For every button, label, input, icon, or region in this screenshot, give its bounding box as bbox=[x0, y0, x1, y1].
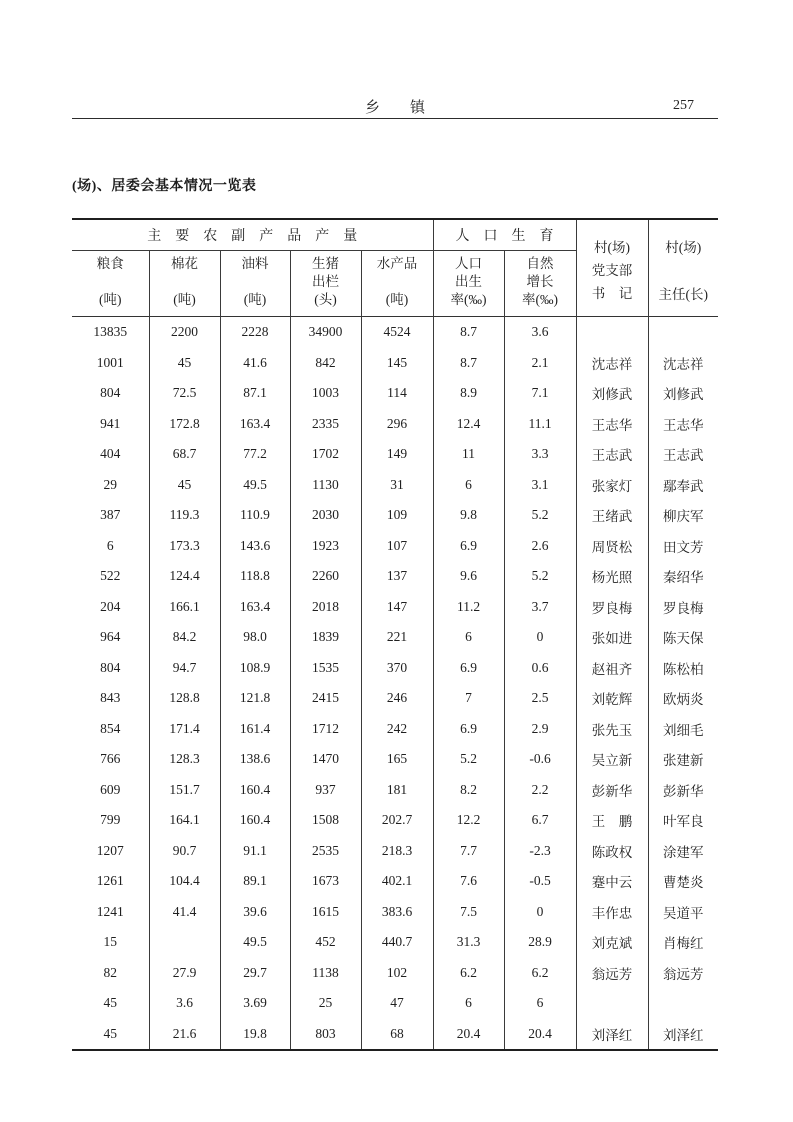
table-cell: 1673 bbox=[290, 866, 361, 897]
table-cell: 160.4 bbox=[220, 805, 290, 836]
column-header-growth-rate bbox=[504, 251, 576, 317]
table-cell: 204 bbox=[100, 598, 121, 614]
table-cell: 29.7 bbox=[220, 958, 290, 989]
table-cell: 1261 bbox=[96, 873, 124, 889]
table-cell: 6 bbox=[433, 622, 504, 653]
table-cell: 王 鹏 bbox=[576, 805, 648, 836]
table-cell: 3.7 bbox=[504, 592, 576, 623]
table-cell: 145 bbox=[361, 348, 433, 379]
table-cell: 522 bbox=[100, 568, 121, 584]
table-cell: 402.1 bbox=[361, 866, 433, 897]
table-cell: 440.7 bbox=[361, 927, 433, 958]
table-cell: 202.7 bbox=[361, 805, 433, 836]
table-cell: 6 bbox=[433, 988, 504, 1019]
table-cell: 2.6 bbox=[504, 531, 576, 562]
table-cell: 110.9 bbox=[220, 500, 290, 531]
table-cell: 90.7 bbox=[149, 836, 220, 867]
table-cell: 94.7 bbox=[149, 653, 220, 684]
table-body bbox=[72, 317, 718, 1051]
table-cell: 田文芳 bbox=[648, 531, 718, 562]
table-cell: 7.7 bbox=[433, 836, 504, 867]
table-cell: 6 bbox=[106, 537, 114, 553]
header-line: 率(‰) bbox=[450, 292, 487, 308]
table-cell: 404 bbox=[100, 446, 121, 462]
column-header-grain bbox=[72, 251, 149, 317]
table-cell: 147 bbox=[361, 592, 433, 623]
header-line: (头) bbox=[314, 292, 337, 308]
table-cell: 6 bbox=[433, 470, 504, 501]
table-cell: 沈志祥 bbox=[648, 348, 718, 379]
table-cell: 陈天保 bbox=[648, 622, 718, 653]
table-cell: 149 bbox=[361, 439, 433, 470]
table-cell: 2200 bbox=[149, 317, 220, 348]
table-cell: 1508 bbox=[290, 805, 361, 836]
table-cell: 2030 bbox=[290, 500, 361, 531]
table-cell: 张建新 bbox=[648, 744, 718, 775]
table-cell: 刘细毛 bbox=[648, 714, 718, 745]
table-cell: 173.3 bbox=[149, 531, 220, 562]
table-cell: 7.5 bbox=[433, 897, 504, 928]
table-cell: 沈志祥 bbox=[576, 348, 648, 379]
table-cell: 刘泽红 bbox=[576, 1019, 648, 1051]
table-cell: 20.4 bbox=[433, 1019, 504, 1051]
table-row bbox=[72, 744, 718, 775]
table-title: (场)、居委会基本情况一览表 bbox=[72, 179, 257, 194]
table-cell: 罗良梅 bbox=[576, 592, 648, 623]
table-cell: 98.0 bbox=[220, 622, 290, 653]
table-cell: 370 bbox=[361, 653, 433, 684]
table-cell: 2535 bbox=[290, 836, 361, 867]
table-cell: 2.1 bbox=[504, 348, 576, 379]
table-cell: 曹楚炎 bbox=[648, 866, 718, 897]
table-cell: 8.9 bbox=[433, 378, 504, 409]
table-cell: 吴立新 bbox=[576, 744, 648, 775]
table-cell: 163.4 bbox=[220, 592, 290, 623]
table-cell: 21.6 bbox=[149, 1019, 220, 1051]
table-row bbox=[72, 927, 718, 958]
group-header-row bbox=[72, 219, 718, 251]
table-cell: 8.7 bbox=[433, 317, 504, 348]
table-row bbox=[72, 775, 718, 806]
table-cell: 3.6 bbox=[149, 988, 220, 1019]
running-head-title: 乡 镇 bbox=[364, 100, 425, 116]
table-cell: 5.2 bbox=[504, 561, 576, 592]
table-cell: 171.4 bbox=[149, 714, 220, 745]
table-cell: 91.1 bbox=[220, 836, 290, 867]
table-cell: 89.1 bbox=[220, 866, 290, 897]
table-cell: 143.6 bbox=[220, 531, 290, 562]
table-cell: 周贤松 bbox=[576, 531, 648, 562]
table-row bbox=[72, 805, 718, 836]
table-cell: 陈松柏 bbox=[648, 653, 718, 684]
table-cell: 68 bbox=[361, 1019, 433, 1051]
table-cell: 138.6 bbox=[220, 744, 290, 775]
table-cell: 124.4 bbox=[149, 561, 220, 592]
table-row bbox=[72, 866, 718, 897]
table-cell: 1923 bbox=[290, 531, 361, 562]
table-row bbox=[72, 378, 718, 409]
table-cell: 0 bbox=[504, 622, 576, 653]
table-cell: 842 bbox=[290, 348, 361, 379]
header-line: 人口 bbox=[455, 256, 483, 271]
table-cell: 6.2 bbox=[504, 958, 576, 989]
table-row bbox=[72, 317, 718, 348]
table-cell: 欧炳炎 bbox=[648, 683, 718, 714]
header-line: (吨) bbox=[173, 292, 196, 308]
table-cell: 221 bbox=[361, 622, 433, 653]
table-cell: 609 bbox=[100, 781, 121, 797]
table-cell: 8.7 bbox=[433, 348, 504, 379]
table-cell: 119.3 bbox=[149, 500, 220, 531]
column-header-cotton bbox=[149, 251, 220, 317]
table-cell: 刘乾辉 bbox=[576, 683, 648, 714]
table-row bbox=[72, 409, 718, 440]
text-block bbox=[72, 0, 718, 1051]
table-cell: 刘泽红 bbox=[648, 1019, 718, 1051]
table-cell: 41.6 bbox=[220, 348, 290, 379]
table-cell: 77.2 bbox=[220, 439, 290, 470]
table-cell: 45 bbox=[149, 348, 220, 379]
table-cell: 1241 bbox=[96, 903, 124, 919]
table-row bbox=[72, 714, 718, 745]
table-cell bbox=[576, 988, 648, 1019]
table-cell: 蹇中云 bbox=[576, 866, 648, 897]
table-cell: 7 bbox=[433, 683, 504, 714]
table-cell: 161.4 bbox=[220, 714, 290, 745]
table-cell: 160.4 bbox=[220, 775, 290, 806]
table-cell: 鄢奉武 bbox=[648, 470, 718, 501]
table-cell: 王志华 bbox=[648, 409, 718, 440]
table-cell: 29 bbox=[103, 476, 117, 492]
table-cell: 34900 bbox=[290, 317, 361, 348]
table-cell: 218.3 bbox=[361, 836, 433, 867]
table-row bbox=[72, 531, 718, 562]
statistics-table bbox=[72, 218, 718, 1051]
table-cell: 11.1 bbox=[504, 409, 576, 440]
table-cell: 1130 bbox=[290, 470, 361, 501]
table-cell: 128.3 bbox=[149, 744, 220, 775]
table-cell: 3.6 bbox=[504, 317, 576, 348]
table-row bbox=[72, 592, 718, 623]
table-cell: 843 bbox=[100, 690, 121, 706]
table-cell bbox=[576, 317, 648, 348]
header-line: 棉花 bbox=[171, 256, 198, 271]
table-cell: 82 bbox=[103, 964, 117, 980]
table-cell: 181 bbox=[361, 775, 433, 806]
table-cell: 3.69 bbox=[220, 988, 290, 1019]
column-header-director bbox=[648, 219, 718, 317]
table-cell: 0.6 bbox=[504, 653, 576, 684]
table-cell: 1001 bbox=[96, 354, 124, 370]
header-line: 增长 bbox=[526, 274, 554, 290]
table-cell: -2.3 bbox=[504, 836, 576, 867]
table-cell: 84.2 bbox=[149, 622, 220, 653]
table-row bbox=[72, 836, 718, 867]
table-row bbox=[72, 500, 718, 531]
table-cell: 19.8 bbox=[220, 1019, 290, 1051]
table-cell: 387 bbox=[100, 507, 121, 523]
header-spacer bbox=[649, 259, 719, 283]
table-cell: 9.8 bbox=[433, 500, 504, 531]
table-cell: 108.9 bbox=[220, 653, 290, 684]
table-cell: 3.3 bbox=[504, 439, 576, 470]
table-cell: 4524 bbox=[361, 317, 433, 348]
table-cell bbox=[149, 927, 220, 958]
table-cell: 王志武 bbox=[648, 439, 718, 470]
table-cell: 246 bbox=[361, 683, 433, 714]
table-cell: 刘修武 bbox=[648, 378, 718, 409]
table-row bbox=[72, 988, 718, 1019]
table-cell: 2335 bbox=[290, 409, 361, 440]
header-line: 出生 bbox=[455, 274, 483, 290]
table-cell: 王志华 bbox=[576, 409, 648, 440]
table-cell: 秦绍华 bbox=[648, 561, 718, 592]
header-line: (吨) bbox=[99, 292, 122, 308]
header-line: 村(场) bbox=[594, 239, 631, 255]
column-header-secretary bbox=[576, 219, 648, 317]
header-line: 率(‰) bbox=[522, 292, 559, 308]
table-row bbox=[72, 1019, 718, 1051]
header-line: 自然 bbox=[526, 256, 554, 271]
page-number: 257 bbox=[673, 98, 694, 113]
table-cell: 128.8 bbox=[149, 683, 220, 714]
table-cell: -0.5 bbox=[504, 866, 576, 897]
table-cell: 2018 bbox=[290, 592, 361, 623]
table-cell: 296 bbox=[361, 409, 433, 440]
table-cell: 45 bbox=[103, 1025, 117, 1041]
table-cell: 陈政权 bbox=[576, 836, 648, 867]
table-cell: 12.4 bbox=[433, 409, 504, 440]
table-cell: 6.2 bbox=[433, 958, 504, 989]
table-cell: 41.4 bbox=[149, 897, 220, 928]
table-cell: 张家灯 bbox=[576, 470, 648, 501]
table-cell: 王志武 bbox=[576, 439, 648, 470]
table-cell: 109 bbox=[361, 500, 433, 531]
table-cell: 165 bbox=[361, 744, 433, 775]
table-cell: 137 bbox=[361, 561, 433, 592]
table-cell: 翁远芳 bbox=[648, 958, 718, 989]
table-header bbox=[72, 219, 718, 317]
table-cell: 彭新华 bbox=[576, 775, 648, 806]
table-cell: 1470 bbox=[290, 744, 361, 775]
table-cell: 163.4 bbox=[220, 409, 290, 440]
table-cell: 丰作忠 bbox=[576, 897, 648, 928]
table-cell: 766 bbox=[100, 751, 121, 767]
table-cell: 383.6 bbox=[361, 897, 433, 928]
table-cell: 941 bbox=[100, 415, 121, 431]
table-cell: 31 bbox=[361, 470, 433, 501]
header-line: 出栏 bbox=[312, 274, 339, 290]
table-cell: 854 bbox=[100, 720, 121, 736]
header-line: 水产品 bbox=[376, 256, 418, 271]
header-line: 村(场) bbox=[665, 239, 702, 255]
table-cell: 164.1 bbox=[149, 805, 220, 836]
table-cell: 吴道平 bbox=[648, 897, 718, 928]
table-cell: 49.5 bbox=[220, 470, 290, 501]
table-cell: 118.8 bbox=[220, 561, 290, 592]
table-cell: 39.6 bbox=[220, 897, 290, 928]
table-cell: 172.8 bbox=[149, 409, 220, 440]
table-cell: 2.2 bbox=[504, 775, 576, 806]
table-cell: 804 bbox=[100, 385, 121, 401]
table-cell: 2.5 bbox=[504, 683, 576, 714]
table-cell: 102 bbox=[361, 958, 433, 989]
column-header-pigs bbox=[290, 251, 361, 317]
running-head bbox=[72, 0, 718, 114]
table-cell: 0 bbox=[504, 897, 576, 928]
table-cell: 1712 bbox=[290, 714, 361, 745]
table-row bbox=[72, 958, 718, 989]
table-cell: 6.9 bbox=[433, 531, 504, 562]
table-cell: 1207 bbox=[96, 842, 124, 858]
table-cell: 3.1 bbox=[504, 470, 576, 501]
table-cell: 49.5 bbox=[220, 927, 290, 958]
table-row bbox=[72, 653, 718, 684]
column-header-oil bbox=[220, 251, 290, 317]
table-cell: 799 bbox=[100, 812, 121, 828]
table-row bbox=[72, 348, 718, 379]
header-line: 粮食 bbox=[96, 256, 124, 271]
table-cell: 166.1 bbox=[149, 592, 220, 623]
table-cell: 28.9 bbox=[504, 927, 576, 958]
table-cell: 1535 bbox=[290, 653, 361, 684]
table-cell: 11.2 bbox=[433, 592, 504, 623]
table-cell: 68.7 bbox=[149, 439, 220, 470]
table-cell: 6.7 bbox=[504, 805, 576, 836]
header-line: 党支部 bbox=[591, 262, 633, 278]
table-cell: 张如进 bbox=[576, 622, 648, 653]
table-cell: 9.6 bbox=[433, 561, 504, 592]
header-line: (吨) bbox=[243, 292, 267, 308]
table-cell: 王绪武 bbox=[576, 500, 648, 531]
table-cell: 2.9 bbox=[504, 714, 576, 745]
table-cell: 肖梅红 bbox=[648, 927, 718, 958]
table-cell: 彭新华 bbox=[648, 775, 718, 806]
table-row bbox=[72, 897, 718, 928]
table-cell: 20.4 bbox=[504, 1019, 576, 1051]
header-rule bbox=[72, 118, 718, 119]
table-cell: 47 bbox=[361, 988, 433, 1019]
table-cell: 7.1 bbox=[504, 378, 576, 409]
table-cell: 151.7 bbox=[149, 775, 220, 806]
table-row bbox=[72, 439, 718, 470]
column-header-birth-rate bbox=[433, 251, 504, 317]
header-line: 生猪 bbox=[312, 256, 339, 271]
table-cell: 柳庆军 bbox=[648, 500, 718, 531]
header-line: 主任(长) bbox=[658, 286, 709, 302]
table-cell: 翁远芳 bbox=[576, 958, 648, 989]
table-cell bbox=[648, 317, 718, 348]
table-cell bbox=[648, 988, 718, 1019]
table-cell: 452 bbox=[290, 927, 361, 958]
table-cell: 2228 bbox=[220, 317, 290, 348]
table-row bbox=[72, 683, 718, 714]
table-cell: 1702 bbox=[290, 439, 361, 470]
table-cell: 45 bbox=[103, 995, 117, 1011]
header-line: 书 记 bbox=[591, 285, 633, 301]
table-cell: 107 bbox=[361, 531, 433, 562]
header-line: (吨) bbox=[385, 292, 409, 308]
table-cell: 114 bbox=[361, 378, 433, 409]
table-cell: 803 bbox=[290, 1019, 361, 1051]
table-cell: 6.9 bbox=[433, 653, 504, 684]
table-cell: 刘修武 bbox=[576, 378, 648, 409]
table-cell: 1003 bbox=[290, 378, 361, 409]
table-cell: 刘克斌 bbox=[576, 927, 648, 958]
table-cell: 6.9 bbox=[433, 714, 504, 745]
group-header-population: 人 口 生 育 bbox=[433, 219, 576, 251]
table-cell: -0.6 bbox=[504, 744, 576, 775]
table-cell: 31.3 bbox=[433, 927, 504, 958]
table-cell: 964 bbox=[100, 629, 121, 645]
table-cell: 1615 bbox=[290, 897, 361, 928]
table-cell: 15 bbox=[103, 934, 117, 950]
table-cell: 7.6 bbox=[433, 866, 504, 897]
table-cell: 27.9 bbox=[149, 958, 220, 989]
table-cell: 张先玉 bbox=[576, 714, 648, 745]
table-cell: 13835 bbox=[93, 324, 128, 340]
table-cell: 104.4 bbox=[149, 866, 220, 897]
table-cell: 242 bbox=[361, 714, 433, 745]
table-cell: 937 bbox=[290, 775, 361, 806]
table-cell: 杨光照 bbox=[576, 561, 648, 592]
table-row bbox=[72, 561, 718, 592]
table-cell: 6 bbox=[504, 988, 576, 1019]
table-cell: 赵祖齐 bbox=[576, 653, 648, 684]
table-cell: 2415 bbox=[290, 683, 361, 714]
table-cell: 8.2 bbox=[433, 775, 504, 806]
table-cell: 12.2 bbox=[433, 805, 504, 836]
column-header-aquatic bbox=[361, 251, 433, 317]
table-cell: 121.8 bbox=[220, 683, 290, 714]
table-cell: 72.5 bbox=[149, 378, 220, 409]
table-cell: 87.1 bbox=[220, 378, 290, 409]
table-cell: 涂建军 bbox=[648, 836, 718, 867]
table-cell: 45 bbox=[149, 470, 220, 501]
table-row bbox=[72, 470, 718, 501]
table-cell: 叶军良 bbox=[648, 805, 718, 836]
header-line: 油料 bbox=[241, 256, 269, 271]
table-row bbox=[72, 622, 718, 653]
table-cell: 5.2 bbox=[433, 744, 504, 775]
table-cell: 2260 bbox=[290, 561, 361, 592]
table-cell: 1839 bbox=[290, 622, 361, 653]
table-cell: 1138 bbox=[290, 958, 361, 989]
table-cell: 804 bbox=[100, 659, 121, 675]
group-header-products: 主 要 农 副 产 品 产 量 bbox=[72, 219, 433, 251]
table-cell: 5.2 bbox=[504, 500, 576, 531]
table-cell: 罗良梅 bbox=[648, 592, 718, 623]
table-cell: 11 bbox=[433, 439, 504, 470]
table-cell: 25 bbox=[290, 988, 361, 1019]
